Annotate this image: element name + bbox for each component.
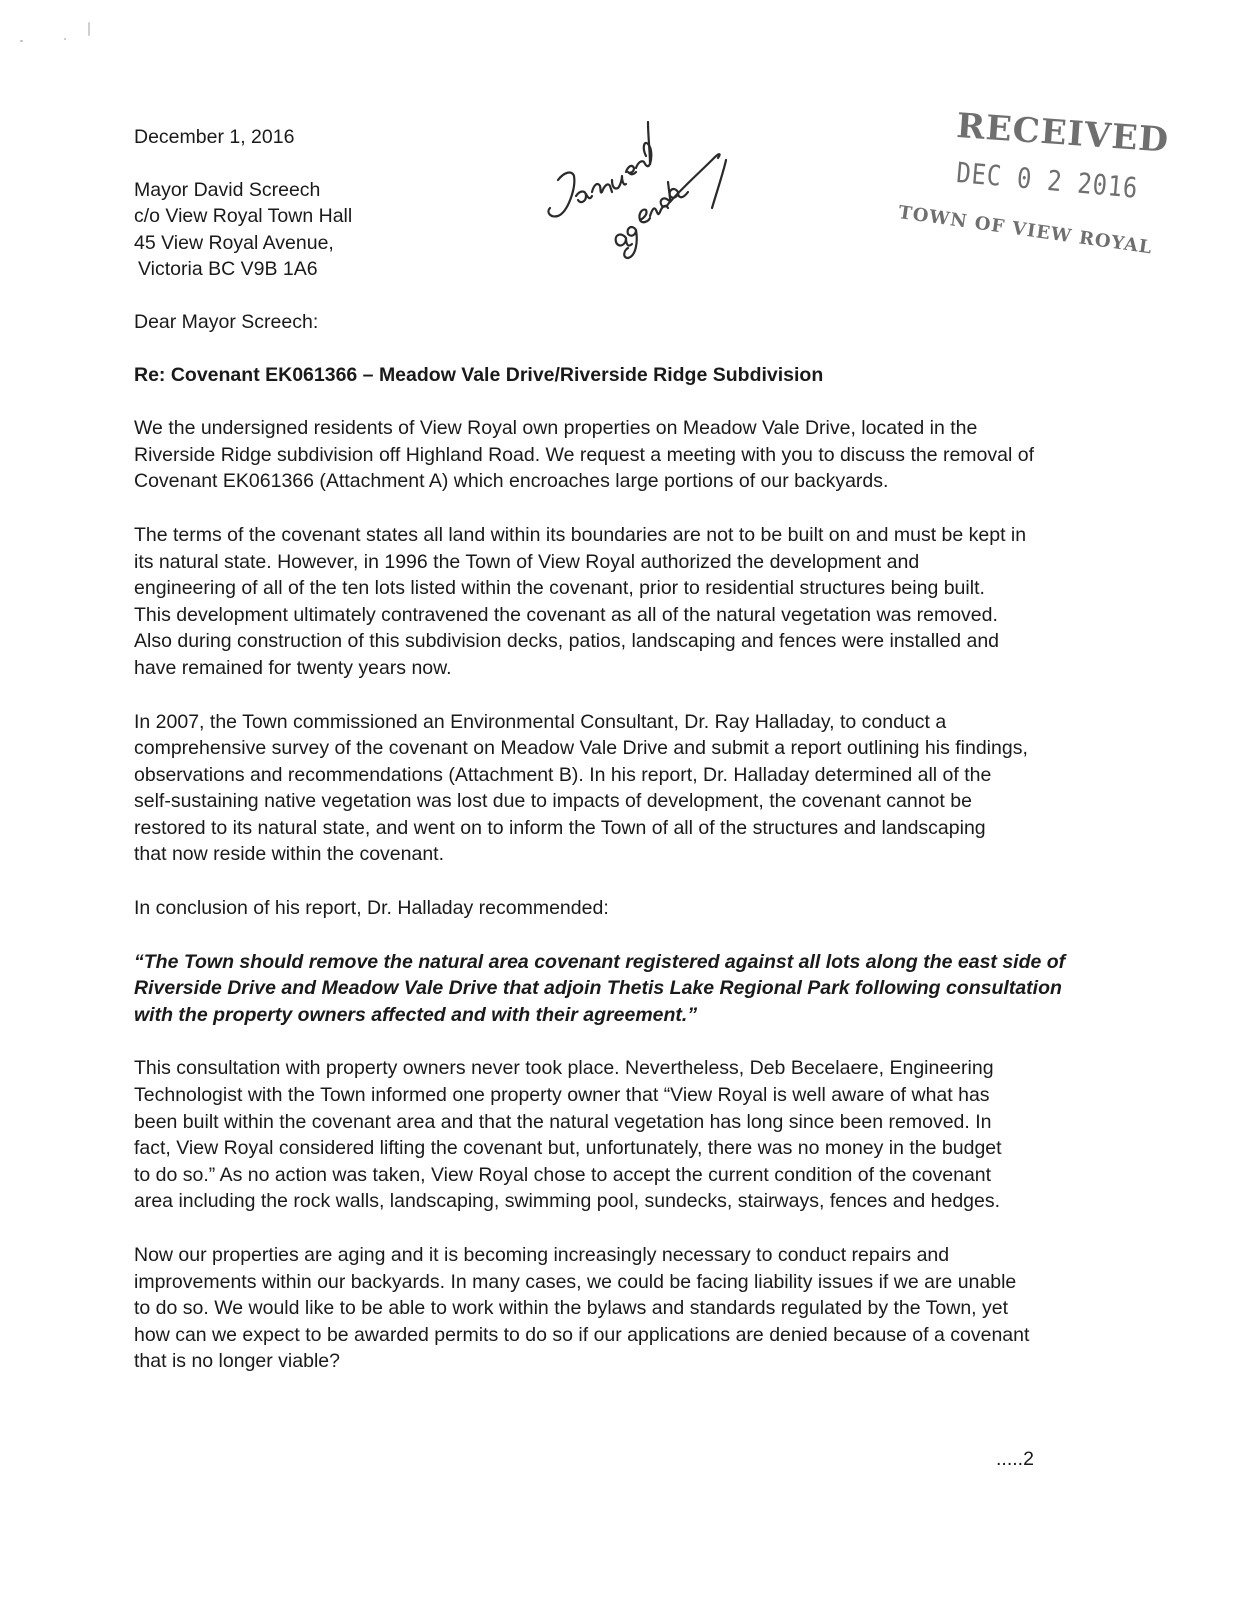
quote-line: with the property owners affected and with their agreement.” bbox=[134, 1003, 698, 1026]
recipient-address-block bbox=[134, 177, 1074, 283]
paragraph-line: its natural state. However, in 1996 the Town of View Royal authorized the development and bbox=[134, 550, 920, 573]
paragraph-line: This consultation with property owners never took place. Nevertheless, Deb Becelaere, Engineering bbox=[134, 1057, 994, 1080]
scan-speck bbox=[64, 38, 66, 40]
paragraph-line: Riverside Ridge subdivision off Highland Road. We request a meeting with you to discuss the removal of bbox=[134, 443, 1034, 466]
paragraph-line: self-sustaining native vegetation was lost due to impacts of development, the covenant cannot be bbox=[134, 790, 972, 813]
stamp-town-name: TOWN OF VIEW ROYAL bbox=[897, 202, 1154, 259]
paragraph-line: Now our properties are aging and it is becoming increasingly necessary to conduct repairs and bbox=[134, 1244, 950, 1266]
paragraph-line: how can we expect to be awarded permits to do so if our applications are denied because of a covenant bbox=[134, 1323, 1030, 1346]
paragraph bbox=[134, 709, 1074, 869]
paragraph-line: The terms of the covenant states all land within its boundaries are not to be built on and must be kept in bbox=[134, 523, 1027, 546]
paragraph-line: restored to its natural state, and went on to inform the Town of all of the structures and landscaping bbox=[134, 816, 986, 839]
scan-speck bbox=[88, 22, 90, 36]
paragraph-line: comprehensive survey of the covenant on Meadow Vale Drive and submit a report outlining his findings, bbox=[134, 737, 1028, 760]
quote-line: Riverside Drive and Meadow Vale Drive that adjoin Thetis Lake Regional Park following consultation bbox=[134, 977, 1062, 1000]
letter-body bbox=[134, 124, 1074, 1375]
report-quote bbox=[134, 949, 1074, 1029]
recipient-name: Mayor David Screech bbox=[134, 178, 321, 201]
paragraph-line: to do so. We would like to be able to work within the bylaws and standards regulated by the Town, yet bbox=[134, 1297, 1009, 1320]
paragraph bbox=[134, 415, 1074, 495]
paragraph-line: that is no longer viable? bbox=[134, 1350, 340, 1373]
paragraph-line: area including the rock walls, landscaping, swimming pool, sundecks, stairways, fences and hedges. bbox=[134, 1190, 1001, 1213]
recipient-street: 45 View Royal Avenue, bbox=[134, 231, 334, 254]
salutation: Dear Mayor Screech: bbox=[134, 310, 319, 333]
paragraph-line: that now reside within the covenant. bbox=[134, 843, 445, 866]
paragraph-line: been built within the covenant area and that the natural vegetation has long since been removed. In bbox=[134, 1110, 992, 1133]
paragraph bbox=[134, 895, 1074, 922]
paragraph bbox=[134, 1242, 1074, 1375]
paragraph-line: Technologist with the Town informed one property owner that “View Royal is well aware of what has bbox=[134, 1084, 990, 1107]
subject-line: Re: Covenant EK061366 – Meadow Vale Drive/Riverside Ridge Subdivision bbox=[134, 363, 824, 386]
paragraph-line: fact, View Royal considered lifting the covenant but, unfortunately, there was no money in the budget bbox=[134, 1137, 1002, 1160]
paragraph-line: In 2007, the Town commissioned an Environmental Consultant, Dr. Ray Halladay, to conduct a bbox=[134, 710, 947, 733]
quote-line: “The Town should remove the natural area covenant registered against all lots along the east side of bbox=[134, 950, 1066, 973]
stamp-date: DEC 0 2 2016 bbox=[955, 156, 1140, 205]
paragraph bbox=[134, 1055, 1074, 1215]
letter-date: December 1, 2016 bbox=[134, 126, 295, 148]
paragraph-line: Also during construction of this subdivision decks, patios, landscaping and fences were installed and bbox=[134, 630, 1000, 653]
paragraph-line: improvements within our backyards. In many cases, we could be facing liability issues if we are unable bbox=[134, 1270, 1017, 1293]
paragraph-line: This development ultimately contravened the covenant as all of the natural vegetation was removed. bbox=[134, 603, 998, 626]
recipient-city: Victoria BC V9B 1A6 bbox=[138, 258, 318, 281]
paragraph-line: We the undersigned residents of View Royal own properties on Meadow Vale Drive, located in the bbox=[134, 417, 978, 440]
paragraph-line: observations and recommendations (Attachment B). In his report, Dr. Halladay determined all of the bbox=[134, 763, 992, 786]
paragraph bbox=[134, 522, 1074, 682]
page-continuation-marker: .....2 bbox=[996, 1448, 1034, 1470]
paragraph-line: to do so.” As no action was taken, View Royal chose to accept the current condition of the covenant bbox=[134, 1163, 992, 1186]
paragraph-line: have remained for twenty years now. bbox=[134, 656, 452, 679]
paragraph-line: Covenant EK061366 (Attachment A) which encroaches large portions of our backyards. bbox=[134, 470, 889, 493]
scan-speck bbox=[20, 40, 23, 42]
paragraph-line: engineering of all of the ten lots listed within the covenant, prior to residential structures being built. bbox=[134, 577, 985, 600]
stamp-received-label: RECEIVED bbox=[955, 106, 1171, 161]
paragraph-line: In conclusion of his report, Dr. Halladay recommended: bbox=[134, 897, 609, 920]
recipient-care-of: c/o View Royal Town Hall bbox=[134, 205, 353, 228]
